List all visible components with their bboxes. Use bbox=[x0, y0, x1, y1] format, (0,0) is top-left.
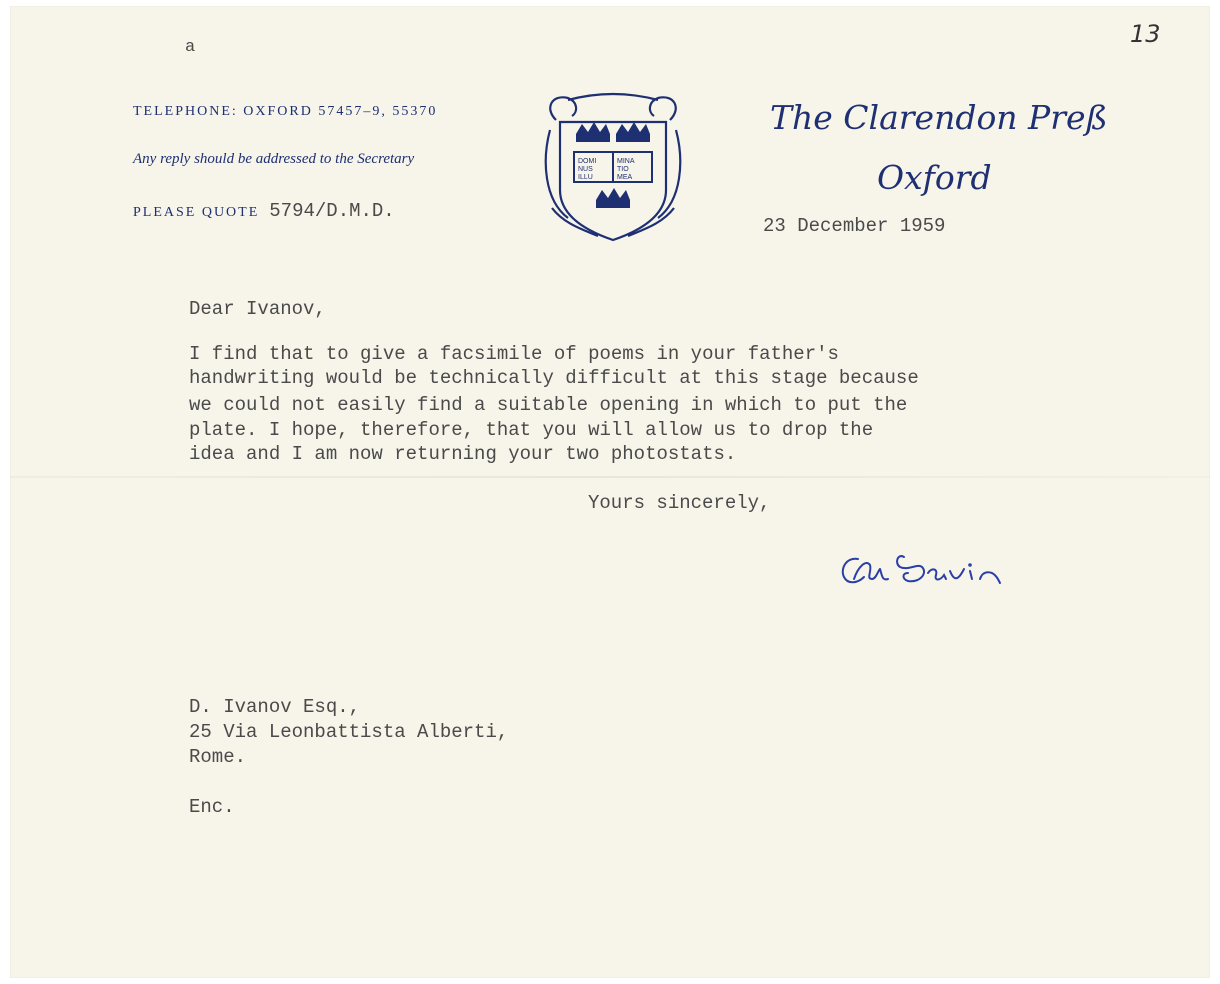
salutation: Dear Ivanov, bbox=[189, 298, 326, 320]
address-line-2: 25 Via Leonbattista Alberti, bbox=[189, 721, 509, 743]
svg-text:MEA: MEA bbox=[617, 174, 633, 181]
signature bbox=[836, 545, 1036, 595]
telephone-line: TELEPHONE: OXFORD 57457–9, 55370 bbox=[133, 104, 438, 119]
address-line-1: D. Ivanov Esq., bbox=[189, 696, 361, 718]
reference-number: 5794/D.M.D. bbox=[269, 200, 395, 222]
press-name: The Clarendon Preß bbox=[770, 98, 1108, 137]
paper-fold bbox=[10, 476, 1210, 478]
svg-text:TIO: TIO bbox=[617, 166, 629, 173]
address-line-3: Rome. bbox=[189, 746, 247, 768]
corner-mark: a bbox=[185, 38, 196, 57]
reply-note: Any reply should be addressed to the Secretary bbox=[133, 151, 415, 167]
page-number: 13 bbox=[1130, 20, 1161, 48]
body-line-2: handwriting would be technically difficult at this stage because bbox=[189, 367, 919, 389]
body-line-1: I find that to give a facsimile of poems in your father's bbox=[189, 343, 839, 365]
body-line-4: plate. I hope, therefore, that you will allow us to drop the bbox=[189, 419, 874, 441]
svg-text:MINA: MINA bbox=[617, 158, 635, 165]
please-quote-label: PLEASE QUOTE bbox=[133, 205, 260, 220]
body-line-5: idea and I am now returning your two photostats. bbox=[189, 443, 737, 465]
enclosure-note: Enc. bbox=[189, 796, 235, 818]
closing: Yours sincerely, bbox=[588, 492, 771, 514]
body-line-3: we could not easily find a suitable opening in which to put the bbox=[189, 394, 908, 416]
oxford-crest-icon bbox=[538, 90, 688, 248]
svg-text:DOMI: DOMI bbox=[578, 158, 597, 165]
svg-text:ILLU: ILLU bbox=[578, 174, 593, 181]
press-city: Oxford bbox=[877, 158, 992, 197]
letter-date: 23 December 1959 bbox=[763, 215, 946, 237]
svg-text:NUS: NUS bbox=[578, 166, 593, 173]
reference-line bbox=[133, 200, 395, 222]
